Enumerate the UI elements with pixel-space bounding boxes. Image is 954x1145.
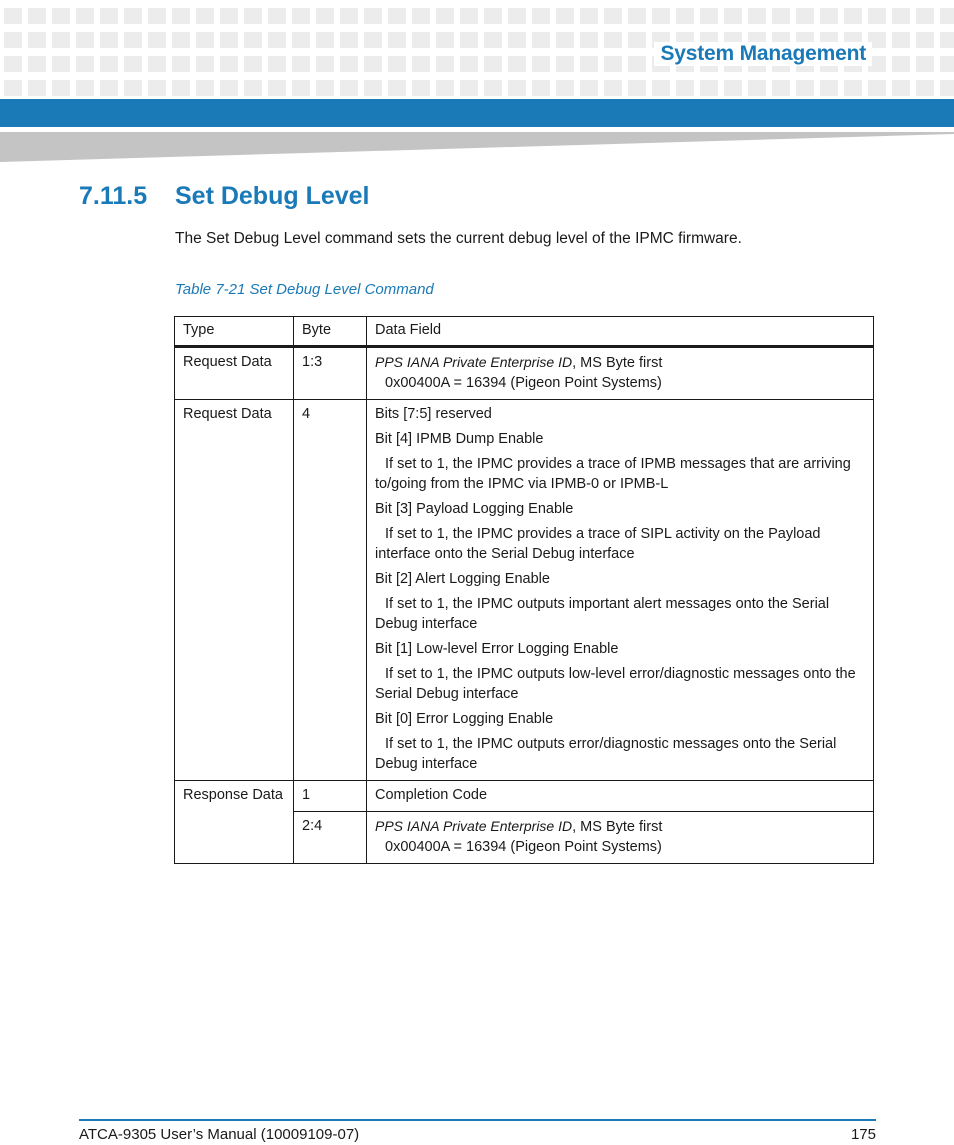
field-line [375,352,865,373]
table-caption: Table 7-21 Set Debug Level Command [175,281,434,298]
field-line: If set to 1, the IPMC provides a trace of SIPL activity on the Payload interface onto the Serial Debug interface [375,526,821,562]
cell-byte: 1 [294,781,367,812]
field-suffix: , MS Byte first [572,819,663,835]
table-row [175,781,874,812]
header-title: System Management [654,42,872,66]
header-gray-wedge [0,132,954,164]
cell-byte: 1:3 [294,347,367,400]
cell-data-field: Completion Code [367,781,874,812]
field-line: If set to 1, the IPMC provides a trace of IPMB messages that are arriving to/going from the IPMC via IPMB-0 or IPMB-L [375,456,851,492]
table-header-row [175,317,874,347]
field-line: Bit [4] IPMB Dump Enable [375,431,544,447]
field-italic: PPS IANA Private Enterprise ID [375,818,573,834]
footer-manual-title: ATCA-9305 User’s Manual (10009109-07) [79,1126,360,1143]
field-value: 0x00400A = 16394 (Pigeon Point Systems) [385,375,662,391]
header-blue-bar [0,99,954,127]
section-heading [79,182,370,211]
field-line: Bits [7:5] reserved [375,406,492,422]
intro-paragraph: The Set Debug Level command sets the current debug level of the IPMC firmware. [175,230,742,247]
footer-page-number: 175 [850,1126,876,1143]
field-line: Bit [3] Payload Logging Enable [375,501,574,517]
section-number: 7.11.5 [79,182,148,210]
cell-data-field [367,812,874,864]
field-line: Bit [2] Alert Logging Enable [375,571,550,587]
field-line [375,816,865,837]
field-value: 0x00400A = 16394 (Pigeon Point Systems) [385,839,662,855]
cell-type: Request Data [175,347,294,400]
cell-data-field [367,400,874,781]
table-row [175,400,874,781]
field-line: If set to 1, the IPMC outputs error/diagnostic messages onto the Serial Debug interface [375,736,837,772]
cell-data-field [367,347,874,400]
field-line: If set to 1, the IPMC outputs low-level error/diagnostic messages onto the Serial Debug interface [375,666,856,702]
command-table [174,316,874,864]
section-title: Set Debug Level [175,182,370,210]
cell-type: Request Data [175,400,294,781]
field-line: If set to 1, the IPMC outputs important alert messages onto the Serial Debug interface [375,596,830,632]
cell-type: Response Data [175,781,294,864]
field-line: Bit [1] Low-level Error Logging Enable [375,641,619,657]
header-type: Type [175,317,294,347]
cell-byte: 2:4 [294,812,367,864]
field-suffix: , MS Byte first [572,355,663,371]
field-line: Bit [0] Error Logging Enable [375,711,554,727]
header-data-field: Data Field [367,317,874,347]
field-italic: PPS IANA Private Enterprise ID [375,354,573,370]
header-byte: Byte [294,317,367,347]
table-row [175,347,874,400]
footer-rule [79,1119,876,1121]
cell-byte: 4 [294,400,367,781]
